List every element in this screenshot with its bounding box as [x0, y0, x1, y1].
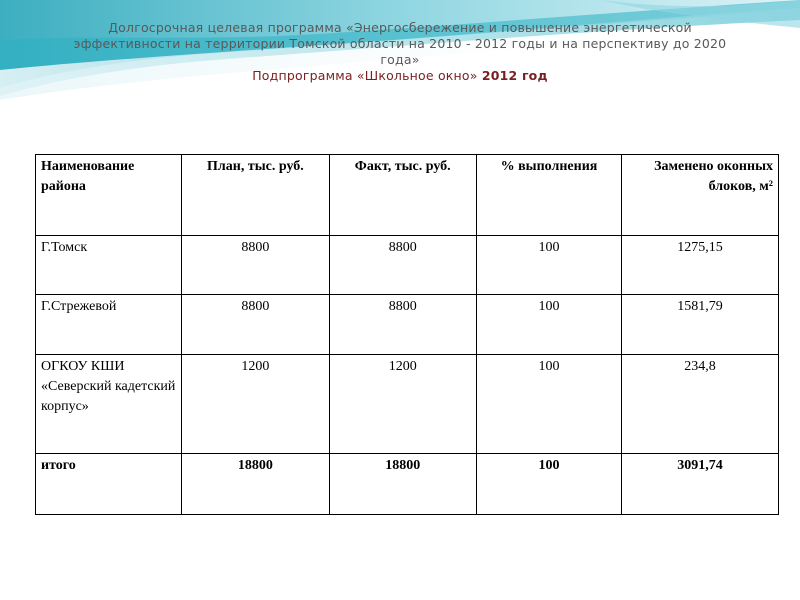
- slide-title-line-3: года»: [380, 52, 420, 67]
- header-district: Наименование района: [36, 155, 182, 236]
- cell-windows: 1581,79: [622, 295, 779, 354]
- header-plan: План, тыс. руб.: [182, 155, 329, 236]
- total-plan: 18800: [182, 454, 329, 515]
- slide-subtitle: [40, 68, 760, 84]
- cell-plan: 1200: [182, 354, 329, 454]
- cell-percent: 100: [476, 235, 621, 294]
- cell-plan: 8800: [182, 235, 329, 294]
- cell-percent: 100: [476, 295, 621, 354]
- cell-windows: 234,8: [622, 354, 779, 454]
- cell-fact: 8800: [329, 235, 476, 294]
- total-label: итого: [36, 454, 182, 515]
- table-row: [36, 235, 779, 294]
- cell-district: Г.Томск: [36, 235, 182, 294]
- header-windows-replaced: Заменено оконных блоков, м²: [622, 155, 779, 236]
- subtitle-program: Подпрограмма «Школьное окно»: [252, 68, 478, 83]
- cell-plan: 8800: [182, 295, 329, 354]
- cell-percent: 100: [476, 354, 621, 454]
- table-header-row: [36, 155, 779, 236]
- table-total-row: [36, 454, 779, 515]
- cell-fact: 1200: [329, 354, 476, 454]
- results-table: [35, 154, 779, 515]
- table-row: [36, 295, 779, 354]
- cell-windows: 1275,15: [622, 235, 779, 294]
- cell-fact: 8800: [329, 295, 476, 354]
- cell-district: Г.Стрежевой: [36, 295, 182, 354]
- cell-district: ОГКОУ КШИ «Северский кадетский корпус»: [36, 354, 182, 454]
- slide-title-line-2: эффективности на территории Томской области на 2010 - 2012 годы и на перспективу до 2020: [73, 36, 727, 51]
- slide-header: [40, 20, 760, 84]
- table-row: [36, 354, 779, 454]
- total-windows: 3091,74: [622, 454, 779, 515]
- total-percent: 100: [476, 454, 621, 515]
- subtitle-year: 2012 год: [481, 68, 548, 83]
- header-percent: % выполнения: [476, 155, 621, 236]
- total-fact: 18800: [329, 454, 476, 515]
- slide-title-line-1: Долгосрочная целевая программа «Энергосбережение и повышение энергетической: [108, 20, 692, 35]
- header-fact: Факт, тыс. руб.: [329, 155, 476, 236]
